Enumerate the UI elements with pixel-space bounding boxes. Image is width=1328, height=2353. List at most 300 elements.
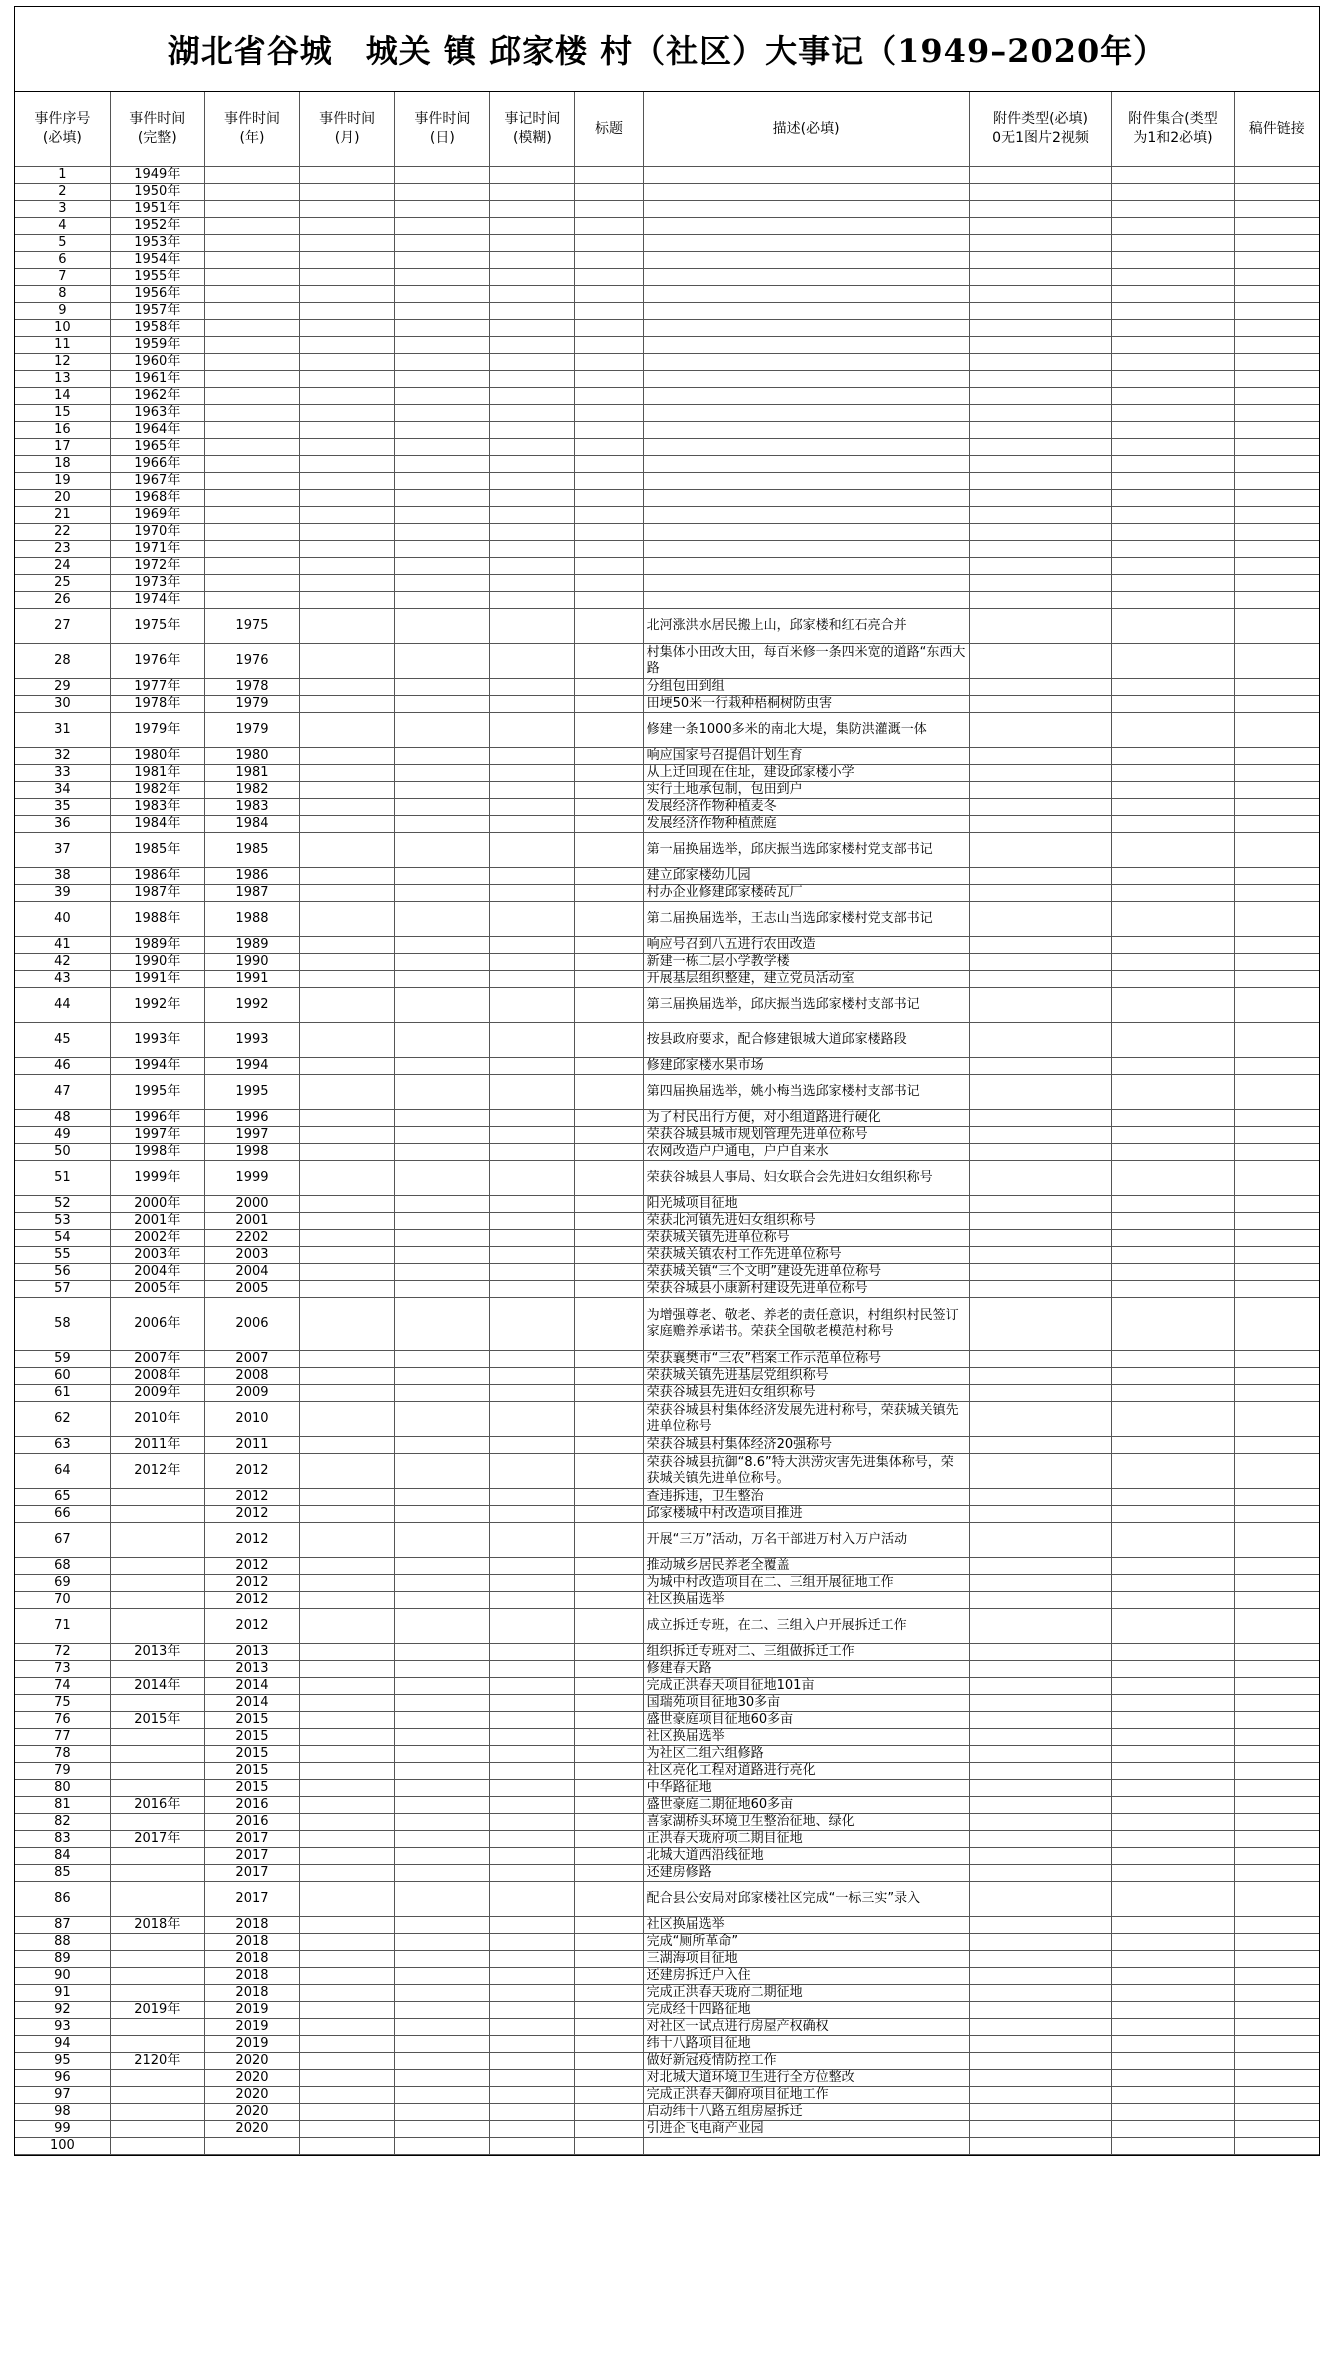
event-description-cell (643, 252, 969, 269)
empty-cell (300, 1247, 395, 1264)
event-number-cell: 91 (15, 1985, 110, 2002)
empty-cell (300, 303, 395, 320)
empty-cell (490, 388, 575, 405)
event-description-cell: 田埂50米一行栽种梧桐树防虫害 (643, 696, 969, 713)
event-number-cell: 20 (15, 490, 110, 507)
column-header: 事件时间 (日) (395, 92, 490, 167)
table-row (15, 201, 1319, 218)
event-year-cell: 1975 (204, 609, 299, 644)
event-number-cell: 80 (15, 1780, 110, 1797)
empty-cell (395, 1746, 490, 1763)
empty-cell (1234, 1661, 1319, 1678)
empty-cell (575, 609, 643, 644)
empty-cell (969, 1729, 1112, 1746)
event-description-cell (643, 320, 969, 337)
empty-cell (969, 765, 1112, 782)
empty-cell (395, 439, 490, 456)
event-description-cell: 喜家湖桥头环境卫生整治征地、绿化 (643, 1814, 969, 1831)
event-description-cell: 荣获城关镇“三个文明”建设先进单位称号 (643, 1264, 969, 1281)
empty-cell (1112, 885, 1234, 902)
empty-cell (1234, 1385, 1319, 1402)
empty-cell (575, 286, 643, 303)
empty-cell (1112, 1848, 1234, 1865)
empty-cell (1112, 1144, 1234, 1161)
empty-cell (1234, 1230, 1319, 1247)
event-description-cell (643, 405, 969, 422)
empty-cell (575, 320, 643, 337)
empty-cell (1234, 1144, 1319, 1161)
event-number-cell: 52 (15, 1196, 110, 1213)
empty-cell (1112, 1247, 1234, 1264)
event-number-cell: 10 (15, 320, 110, 337)
event-description-cell: 三湖海项目征地 (643, 1951, 969, 1968)
empty-cell (575, 422, 643, 439)
page-title: 湖北省谷城 城关 镇 邱家楼 村（社区）大事记（1949–2020年） (15, 7, 1319, 92)
empty-cell (490, 1695, 575, 1712)
table-row (15, 575, 1319, 592)
empty-cell (575, 1385, 643, 1402)
table-row (15, 1437, 1319, 1454)
empty-cell (395, 1661, 490, 1678)
empty-cell (969, 405, 1112, 422)
event-number-cell: 89 (15, 1951, 110, 1968)
event-year-cell: 2010 (204, 1402, 299, 1437)
event-year-cell: 1985 (204, 833, 299, 868)
event-year-cell: 1976 (204, 644, 299, 679)
event-number-cell: 79 (15, 1763, 110, 1780)
empty-cell (575, 1213, 643, 1230)
empty-cell (575, 1161, 643, 1196)
empty-cell (1112, 1609, 1234, 1644)
empty-cell (395, 696, 490, 713)
event-full-time-cell: 2015年 (110, 1712, 204, 1729)
empty-cell (1112, 1075, 1234, 1110)
empty-cell (1112, 1797, 1234, 1814)
empty-cell (1112, 2036, 1234, 2053)
empty-cell (1234, 473, 1319, 490)
empty-cell (1234, 1127, 1319, 1144)
empty-cell (490, 679, 575, 696)
empty-cell (1234, 286, 1319, 303)
table-row (15, 1592, 1319, 1609)
event-number-cell: 46 (15, 1058, 110, 1075)
empty-cell (395, 354, 490, 371)
empty-cell (575, 1298, 643, 1351)
event-description-cell: 为了村民出行方便，对小组道路进行硬化 (643, 1110, 969, 1127)
empty-cell (575, 507, 643, 524)
empty-cell (1112, 765, 1234, 782)
table-row (15, 405, 1319, 422)
empty-cell (300, 507, 395, 524)
empty-cell (969, 388, 1112, 405)
empty-cell (969, 954, 1112, 971)
event-year-cell (204, 592, 299, 609)
empty-cell (969, 1865, 1112, 1882)
empty-cell (969, 1661, 1112, 1678)
empty-cell (1112, 201, 1234, 218)
event-number-cell: 26 (15, 592, 110, 609)
empty-cell (300, 1661, 395, 1678)
empty-cell (1234, 320, 1319, 337)
empty-cell (969, 1127, 1112, 1144)
event-year-cell: 2018 (204, 1985, 299, 2002)
empty-cell (1112, 1110, 1234, 1127)
empty-cell (1234, 1780, 1319, 1797)
table-row (15, 954, 1319, 971)
empty-cell (575, 971, 643, 988)
empty-cell (1234, 1437, 1319, 1454)
empty-cell (395, 1831, 490, 1848)
event-description-cell: 对北城大道环境卫生进行全方位整改 (643, 2070, 969, 2087)
empty-cell (575, 1110, 643, 1127)
empty-cell (969, 558, 1112, 575)
table-row (15, 988, 1319, 1023)
empty-cell (1112, 558, 1234, 575)
empty-cell (1234, 235, 1319, 252)
empty-cell (969, 320, 1112, 337)
empty-cell (1234, 2019, 1319, 2036)
empty-cell (490, 937, 575, 954)
empty-cell (969, 1161, 1112, 1196)
event-full-time-cell (110, 1489, 204, 1506)
event-description-cell (643, 354, 969, 371)
event-description-cell: 从上迁回现在住址，建设邱家楼小学 (643, 765, 969, 782)
empty-cell (395, 2019, 490, 2036)
table-row (15, 439, 1319, 456)
empty-cell (1234, 954, 1319, 971)
empty-cell (1112, 1814, 1234, 1831)
event-full-time-cell: 1994年 (110, 1058, 204, 1075)
event-number-cell: 84 (15, 1848, 110, 1865)
empty-cell (1112, 833, 1234, 868)
empty-cell (490, 337, 575, 354)
empty-cell (395, 1110, 490, 1127)
event-number-cell: 1 (15, 167, 110, 184)
empty-cell (395, 765, 490, 782)
event-number-cell: 83 (15, 1831, 110, 1848)
empty-cell (490, 1865, 575, 1882)
empty-cell (490, 167, 575, 184)
event-number-cell: 81 (15, 1797, 110, 1814)
column-header: 事件时间 (月) (300, 92, 395, 167)
empty-cell (490, 439, 575, 456)
event-number-cell: 99 (15, 2121, 110, 2138)
event-full-time-cell: 1997年 (110, 1127, 204, 1144)
empty-cell (1234, 937, 1319, 954)
empty-cell (1112, 1763, 1234, 1780)
event-full-time-cell (110, 2019, 204, 2036)
empty-cell (575, 1402, 643, 1437)
empty-cell (490, 988, 575, 1023)
event-full-time-cell (110, 1729, 204, 1746)
event-number-cell: 53 (15, 1213, 110, 1230)
event-number-cell: 78 (15, 1746, 110, 1763)
empty-cell (1112, 902, 1234, 937)
empty-cell (490, 303, 575, 320)
empty-cell (300, 1882, 395, 1917)
empty-cell (395, 748, 490, 765)
empty-cell (1234, 541, 1319, 558)
chronicle-sheet (14, 6, 1320, 2156)
event-full-time-cell: 1991年 (110, 971, 204, 988)
empty-cell (575, 1729, 643, 1746)
empty-cell (1112, 422, 1234, 439)
table-row (15, 1247, 1319, 1264)
empty-cell (969, 1763, 1112, 1780)
event-full-time-cell: 1956年 (110, 286, 204, 303)
empty-cell (969, 2070, 1112, 2087)
event-description-cell (643, 524, 969, 541)
empty-cell (575, 765, 643, 782)
event-description-cell: 荣获城关镇先进单位称号 (643, 1230, 969, 1247)
table-row (15, 679, 1319, 696)
empty-cell (575, 1865, 643, 1882)
empty-cell (969, 1144, 1112, 1161)
table-row (15, 1848, 1319, 1865)
event-description-cell: 盛世豪庭项目征地60多亩 (643, 1712, 969, 1729)
event-description-cell (643, 286, 969, 303)
empty-cell (300, 490, 395, 507)
empty-cell (395, 2002, 490, 2019)
empty-cell (395, 1437, 490, 1454)
table-row (15, 507, 1319, 524)
empty-cell (300, 1489, 395, 1506)
empty-cell (1234, 2121, 1319, 2138)
event-year-cell: 1984 (204, 816, 299, 833)
empty-cell (1112, 337, 1234, 354)
empty-cell (969, 184, 1112, 201)
event-description-cell: 为增强尊老、敬老、养老的责任意识，村组织村民签订家庭赡养承诺书。荣获全国敬老模范村称号 (643, 1298, 969, 1351)
event-description-cell: 响应号召到八五进行农田改造 (643, 937, 969, 954)
empty-cell (490, 609, 575, 644)
event-number-cell: 55 (15, 1247, 110, 1264)
empty-cell (395, 422, 490, 439)
event-year-cell: 2012 (204, 1523, 299, 1558)
empty-cell (395, 2104, 490, 2121)
event-full-time-cell: 1974年 (110, 592, 204, 609)
empty-cell (1234, 1161, 1319, 1196)
event-description-cell: 为社区二组六组修路 (643, 1746, 969, 1763)
empty-cell (490, 2138, 575, 2155)
empty-cell (1112, 2087, 1234, 2104)
empty-cell (969, 1575, 1112, 1592)
empty-cell (575, 490, 643, 507)
event-year-cell: 2015 (204, 1763, 299, 1780)
table-row (15, 885, 1319, 902)
event-year-cell (204, 354, 299, 371)
table-row (15, 1951, 1319, 1968)
empty-cell (969, 1023, 1112, 1058)
event-year-cell (204, 218, 299, 235)
empty-cell (969, 1454, 1112, 1489)
event-description-cell: 村办企业修建邱家楼砖瓦厂 (643, 885, 969, 902)
empty-cell (395, 1695, 490, 1712)
event-year-cell: 2202 (204, 1230, 299, 1247)
empty-cell (1234, 1592, 1319, 1609)
empty-cell (300, 1454, 395, 1489)
empty-cell (1112, 218, 1234, 235)
table-row (15, 1161, 1319, 1196)
empty-cell (395, 2053, 490, 2070)
empty-cell (1234, 1523, 1319, 1558)
event-number-cell: 45 (15, 1023, 110, 1058)
empty-cell (575, 371, 643, 388)
event-full-time-cell: 2014年 (110, 1678, 204, 1695)
empty-cell (300, 1797, 395, 1814)
empty-cell (575, 269, 643, 286)
empty-cell (575, 1985, 643, 2002)
event-full-time-cell: 1951年 (110, 201, 204, 218)
event-number-cell: 30 (15, 696, 110, 713)
empty-cell (300, 1213, 395, 1230)
event-full-time-cell: 1984年 (110, 816, 204, 833)
empty-cell (300, 1144, 395, 1161)
empty-cell (490, 524, 575, 541)
table-row (15, 1609, 1319, 1644)
empty-cell (1112, 1264, 1234, 1281)
empty-cell (395, 1351, 490, 1368)
table-row (15, 1831, 1319, 1848)
table-row (15, 1797, 1319, 1814)
event-number-cell: 8 (15, 286, 110, 303)
empty-cell (969, 988, 1112, 1023)
empty-cell (1234, 765, 1319, 782)
event-description-cell: 推动城乡居民养老全覆盖 (643, 1558, 969, 1575)
table-row (15, 1814, 1319, 1831)
event-description-cell (643, 439, 969, 456)
event-number-cell: 42 (15, 954, 110, 971)
empty-cell (969, 575, 1112, 592)
empty-cell (1234, 988, 1319, 1023)
event-number-cell: 17 (15, 439, 110, 456)
empty-cell (300, 1780, 395, 1797)
empty-cell (1234, 218, 1319, 235)
empty-cell (1234, 1075, 1319, 1110)
event-description-cell (643, 201, 969, 218)
empty-cell (1234, 592, 1319, 609)
empty-cell (395, 490, 490, 507)
empty-cell (395, 1385, 490, 1402)
empty-cell (1234, 337, 1319, 354)
empty-cell (395, 1592, 490, 1609)
empty-cell (1112, 1968, 1234, 1985)
empty-cell (1112, 954, 1234, 971)
empty-cell (490, 1882, 575, 1917)
empty-cell (395, 1763, 490, 1780)
empty-cell (490, 696, 575, 713)
event-year-cell: 1991 (204, 971, 299, 988)
table-row (15, 1985, 1319, 2002)
empty-cell (490, 1575, 575, 1592)
event-number-cell: 3 (15, 201, 110, 218)
event-year-cell: 2016 (204, 1797, 299, 1814)
event-description-cell: 发展经济作物种植蔗庭 (643, 816, 969, 833)
table-row (15, 235, 1319, 252)
empty-cell (395, 1712, 490, 1729)
empty-cell (490, 575, 575, 592)
empty-cell (490, 1968, 575, 1985)
event-full-time-cell (110, 1780, 204, 1797)
empty-cell (969, 2138, 1112, 2155)
empty-cell (490, 320, 575, 337)
event-description-cell: 做好新冠疫情防控工作 (643, 2053, 969, 2070)
empty-cell (395, 902, 490, 937)
event-number-cell: 18 (15, 456, 110, 473)
table-row (15, 868, 1319, 885)
event-year-cell: 1981 (204, 765, 299, 782)
table-row (15, 799, 1319, 816)
empty-cell (300, 971, 395, 988)
event-full-time-cell: 2009年 (110, 1385, 204, 1402)
empty-cell (490, 1213, 575, 1230)
empty-cell (969, 1230, 1112, 1247)
table-row (15, 1678, 1319, 1695)
empty-cell (969, 1368, 1112, 1385)
empty-cell (395, 2070, 490, 2087)
empty-cell (490, 1609, 575, 1644)
event-number-cell: 82 (15, 1814, 110, 1831)
empty-cell (1112, 1368, 1234, 1385)
event-number-cell: 44 (15, 988, 110, 1023)
empty-cell (1112, 816, 1234, 833)
empty-cell (300, 644, 395, 679)
empty-cell (490, 1712, 575, 1729)
empty-cell (1234, 1985, 1319, 2002)
table-row (15, 833, 1319, 868)
empty-cell (300, 2138, 395, 2155)
empty-cell (969, 713, 1112, 748)
empty-cell (1234, 2087, 1319, 2104)
empty-cell (490, 1489, 575, 1506)
empty-cell (969, 868, 1112, 885)
empty-cell (1112, 644, 1234, 679)
table-row (15, 2104, 1319, 2121)
empty-cell (575, 558, 643, 575)
empty-cell (300, 696, 395, 713)
event-year-cell: 2012 (204, 1575, 299, 1592)
empty-cell (1112, 1865, 1234, 1882)
event-full-time-cell: 1983年 (110, 799, 204, 816)
event-description-cell: 开展基层组织整建，建立党员活动室 (643, 971, 969, 988)
empty-cell (490, 868, 575, 885)
empty-cell (969, 1196, 1112, 1213)
event-number-cell: 34 (15, 782, 110, 799)
empty-cell (969, 524, 1112, 541)
event-description-cell: 荣获谷城县先进妇女组织称号 (643, 1385, 969, 1402)
table-row (15, 354, 1319, 371)
empty-cell (1112, 2053, 1234, 2070)
empty-cell (490, 1917, 575, 1934)
empty-cell (969, 1247, 1112, 1264)
event-year-cell (204, 507, 299, 524)
empty-cell (490, 1951, 575, 1968)
table-row (15, 1712, 1319, 1729)
empty-cell (575, 575, 643, 592)
event-year-cell: 2014 (204, 1678, 299, 1695)
empty-cell (490, 833, 575, 868)
empty-cell (490, 885, 575, 902)
empty-cell (1112, 1196, 1234, 1213)
empty-cell (1112, 439, 1234, 456)
empty-cell (490, 971, 575, 988)
event-description-cell: 阳光城项目征地 (643, 1196, 969, 1213)
empty-cell (1234, 1023, 1319, 1058)
empty-cell (300, 2053, 395, 2070)
empty-cell (300, 473, 395, 490)
event-full-time-cell: 1954年 (110, 252, 204, 269)
empty-cell (969, 679, 1112, 696)
event-number-cell: 58 (15, 1298, 110, 1351)
